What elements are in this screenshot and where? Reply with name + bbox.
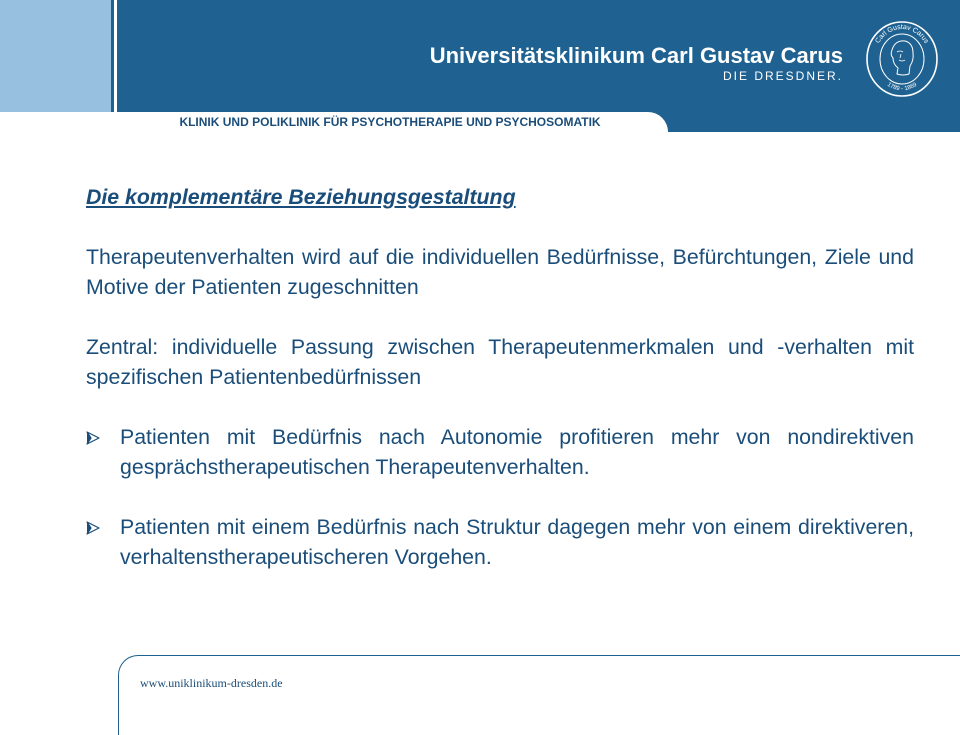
paragraph-1: Therapeutenverhalten wird auf die individuellen Bedürfnisse, Befürchtungen, Ziele und Motive der Patienten zugeschnitten — [86, 245, 914, 299]
bullet-item — [86, 512, 914, 572]
university-tagline: DIE DRESDNER. — [722, 69, 843, 83]
footer-url[interactable]: www.uniklinikum-dresden.de — [140, 676, 283, 690]
header-accent-block — [0, 0, 111, 112]
paragraph-2: Zentral: individuelle Passung zwischen Therapeutenmerkmalen und -verhalten mit spezifischen Patientenbedürfnissen — [86, 335, 914, 389]
university-name: Universitätsklinikum Carl Gustav Carus — [429, 43, 843, 68]
carus-seal-logo — [865, 20, 939, 98]
bullet-text: Patienten mit Bedürfnis nach Autonomie profitieren mehr von nondirektiven gesprächstherapeutischen Therapeutenverhalten. — [120, 425, 914, 479]
bullet-text: Patienten mit einem Bedürfnis nach Struktur dagegen mehr von einem direktiveren, verhaltenstherapeutischeren Vorgehen. — [120, 515, 914, 569]
bullet-item — [86, 422, 914, 482]
slide-content — [86, 182, 914, 602]
arrowhead-bullet-icon — [86, 521, 100, 535]
footer-frame — [118, 655, 960, 735]
arrowhead-bullet-icon — [86, 431, 100, 445]
seal-years-text: 1789 - 1869 — [885, 81, 919, 93]
seal-name-text: Carl Gustav Carus — [874, 23, 930, 45]
slide-title: Die komplementäre Beziehungsgestaltung — [86, 185, 516, 209]
svg-text:1789 - 1869 — [886, 82, 919, 93]
clinic-name: KLINIK UND POLIKLINIK FÜR PSYCHOTHERAPIE UND PSYCHOSOMATIK — [179, 115, 601, 129]
